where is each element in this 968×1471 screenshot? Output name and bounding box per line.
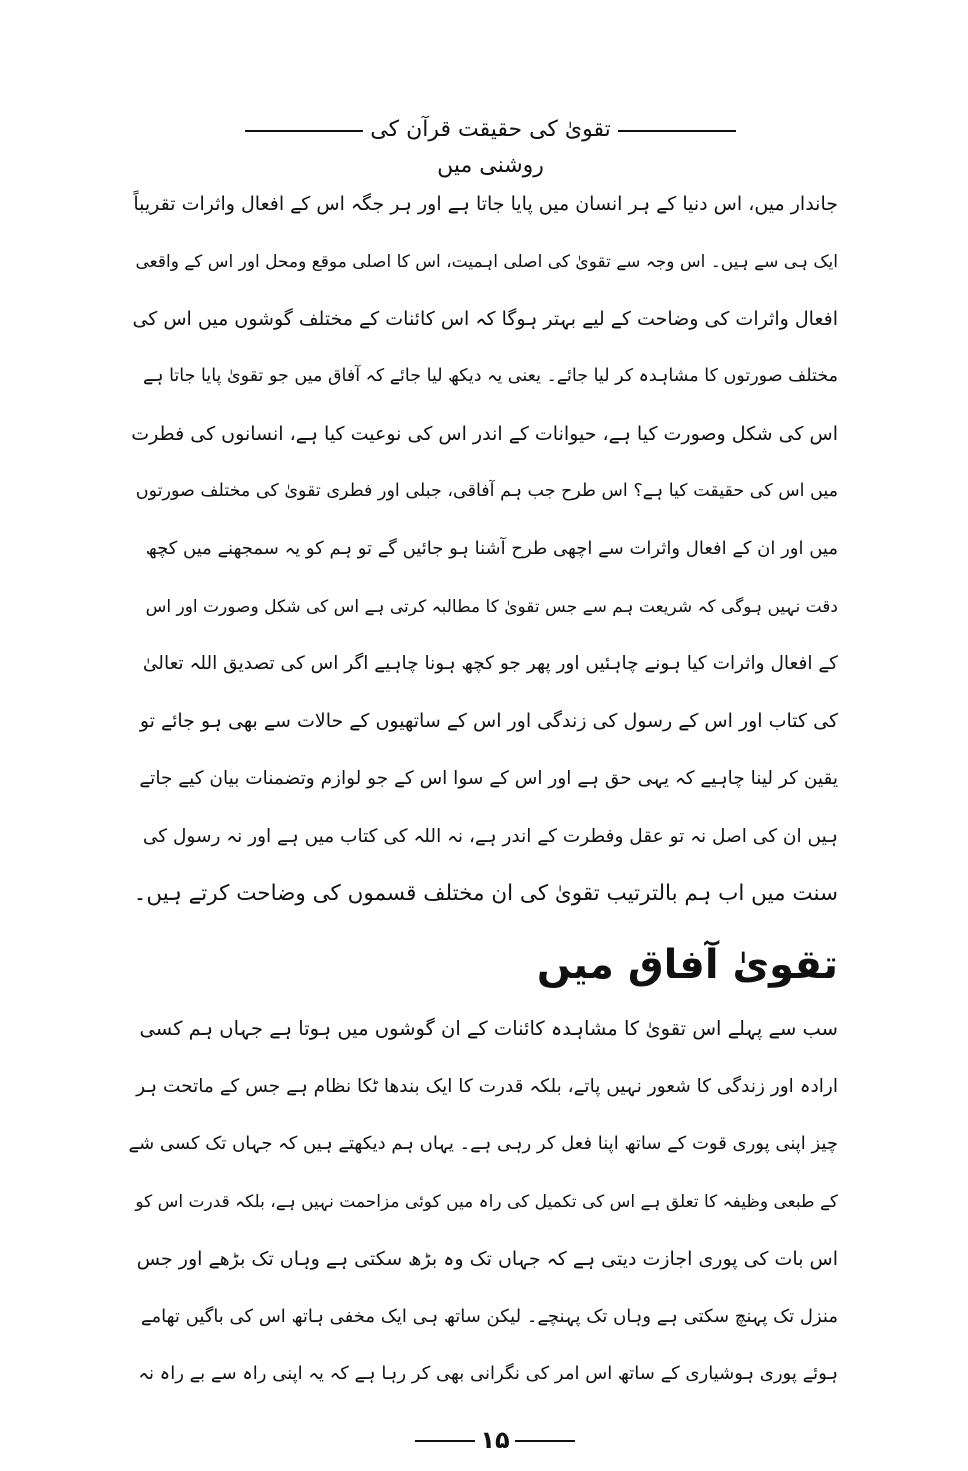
header-rule-right — [618, 130, 736, 132]
text-line: ایک ہی سے ہیں۔ اس وجہ سے تقویٰ کی اصلی اہمیت، اس کا اصلی موقع ومحل اور اس کے واقعی — [135, 251, 838, 272]
text-line: کے طبعی وظیفہ کا تعلق ہے اس کی تکمیل کی راہ میں کوئی مزاحمت نہیں ہے، بلکہ قدرت اس کو — [135, 1191, 838, 1212]
text-line: جاندار میں، اس دنیا کے ہر انسان میں پایا جاتا ہے اور ہر جگہ اس کے افعال واثرات تقریباً — [133, 192, 838, 215]
text-line: یقین کر لینا چاہیے کہ یہی حق ہے اور اس کے سوا اس کے جو لوازم وتضمنات بیان کیے جاتے — [139, 768, 838, 790]
text-line: چیز اپنی پوری قوت کے ساتھ اپنا فعل کر رہی ہے۔ یہاں ہم دیکھتے ہیں کہ جہاں تک کسی شے — [128, 1133, 838, 1155]
page-footer — [0, 1418, 968, 1458]
text-line: مختلف صورتوں کا مشاہدہ کر لیا جائے۔ یعنی یہ دیکھ لیا جائے کہ آفاق میں جو تقویٰ پایا جاتا ہے — [143, 366, 838, 387]
section-heading: تقویٰ آفاق میں — [536, 942, 838, 988]
text-line: منزل تک پہنچ سکتی ہے وہاں تک پہنچے۔ لیکن ساتھ ہی ایک مخفی ہاتھ اس کی باگیں تھامے — [140, 1305, 838, 1327]
text-line: سب سے پہلے اس تقویٰ کا مشاہدہ کائنات کے ان گوشوں میں ہوتا ہے جہاں ہم کسی — [139, 1017, 838, 1041]
text-line: اس بات کی پوری اجازت دیتی ہے کہ جہاں تک وہ بڑھ سکتی ہے وہاں تک بڑھے اور جس — [136, 1247, 838, 1270]
text-line: افعال واثرات کی وضاحت کے لیے بہتر ہوگا کہ اس کائنات کے مختلف گوشوں میں اس کی — [132, 307, 838, 330]
running-header — [0, 112, 968, 178]
header-rule-left — [245, 130, 363, 132]
paragraph-intro — [130, 175, 838, 923]
text-line: کی کتاب اور اس کے رسول کی زندگی اور اس کے ساتھیوں کے حالات سے بھی ہو جائے تو — [139, 710, 838, 733]
text-line: اس کی شکل وصورت کیا ہے، حیوانات کے اندر اس کی نوعیت کیا ہے، انسانوں کی فطرت — [131, 422, 838, 445]
footer-rule-left — [415, 1440, 475, 1442]
text-line: کے افعال واثرات کیا ہونے چاہئیں اور پھر جو کچھ ہونا چاہیے اگر اس کی تصدیق اللہ تعالیٰ — [142, 653, 838, 675]
text-line: ہیں ان کی اصل نہ تو عقل وفطرت کے اندر ہے، نہ اللہ کی کتاب میں ہے اور نہ رسول کی — [142, 825, 838, 847]
text-line: سنت میں اب ہم بالترتیب تقویٰ کی ان مختلف قسموں کی وضاحت کرتے ہیں۔ — [133, 881, 838, 907]
text-line: میں اور ان کے افعال واثرات سے اچھی طرح آشنا ہو جائیں گے تو ہم کو یہ سمجھنے میں کچھ — [145, 538, 838, 560]
page-number: ۱۵ — [480, 1426, 510, 1454]
text-line: ہوئے پوری ہوشیاری کے ساتھ اس امر کی نگرانی بھی کر رہا ہے کہ یہ اپنی راہ سے بے راہ نہ — [138, 1363, 838, 1385]
running-header-title: تقویٰ کی حقیقت قرآن کی روشنی میں — [370, 117, 611, 178]
footer-rule-right — [515, 1440, 575, 1442]
paragraph-section — [130, 1000, 838, 1403]
text-line: میں اس کی حقیقت کیا ہے؟ اس طرح جب ہم آفاقی، جبلی اور فطری تقویٰ کی مختلف صورتوں — [135, 481, 838, 502]
text-line: دقت نہیں ہوگی کہ شریعت ہم سے جس تقویٰ کا مطالبہ کرتی ہے اس کی شکل وصورت اور اس — [145, 596, 838, 617]
text-line: ارادہ اور زندگی کا شعور نہیں پاتے، بلکہ قدرت کا ایک بندھا ٹکا نظام ہے جس کے ماتحت ہر — [136, 1075, 838, 1097]
